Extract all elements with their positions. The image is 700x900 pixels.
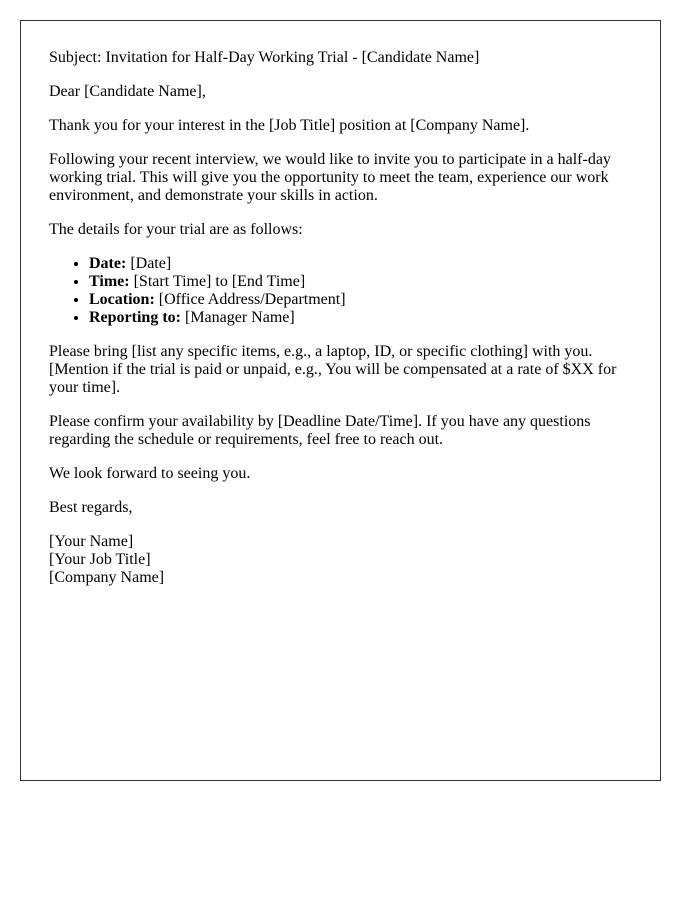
detail-item-time xyxy=(89,273,632,291)
letter-document xyxy=(20,20,661,781)
detail-item-location xyxy=(89,291,632,309)
signature-company: [Company Name] xyxy=(49,569,165,586)
detail-label: Reporting to: xyxy=(89,309,181,326)
detail-label: Location: xyxy=(89,291,155,308)
signature-block xyxy=(49,533,632,587)
greeting: Dear [Candidate Name], xyxy=(49,83,206,100)
detail-value: [Date] xyxy=(126,255,172,272)
sign-off: Best regards, xyxy=(49,499,133,516)
detail-label: Time: xyxy=(89,273,130,290)
closing-line: We look forward to seeing you. xyxy=(49,465,251,482)
subject-line: Subject: Invitation for Half-Day Working Trial - [Candidate Name] xyxy=(49,49,480,66)
bring-items-paragraph: Please bring [list any specific items, e.g., a laptop, ID, or specific clothing] with you. [Mention if the trial is paid or unpaid, e.g., You will be compensated at a rate of $XX for your time]. xyxy=(49,343,617,396)
detail-value: [Start Time] to [End Time] xyxy=(129,273,306,290)
details-lead: The details for your trial are as follows: xyxy=(49,221,303,238)
confirm-paragraph: Please confirm your availability by [Deadline Date/Time]. If you have any questions regarding the schedule or requirements, feel free to reach out. xyxy=(49,413,591,448)
trial-details-list xyxy=(49,255,632,327)
detail-item-date xyxy=(89,255,632,273)
intro-paragraph: Thank you for your interest in the [Job Title] position at [Company Name]. xyxy=(49,117,530,134)
detail-label: Date: xyxy=(89,255,127,272)
signature-job-title: [Your Job Title] xyxy=(49,551,151,568)
signature-name: [Your Name] xyxy=(49,533,134,550)
detail-value: [Office Address/Department] xyxy=(154,291,346,308)
detail-item-reporting-to xyxy=(89,309,632,327)
invitation-paragraph: Following your recent interview, we would like to invite you to participate in a half-day working trial. This will give you the opportunity to meet the team, experience our work environment, and demonstrate your skills in action. xyxy=(49,151,611,204)
detail-value: [Manager Name] xyxy=(180,309,295,326)
